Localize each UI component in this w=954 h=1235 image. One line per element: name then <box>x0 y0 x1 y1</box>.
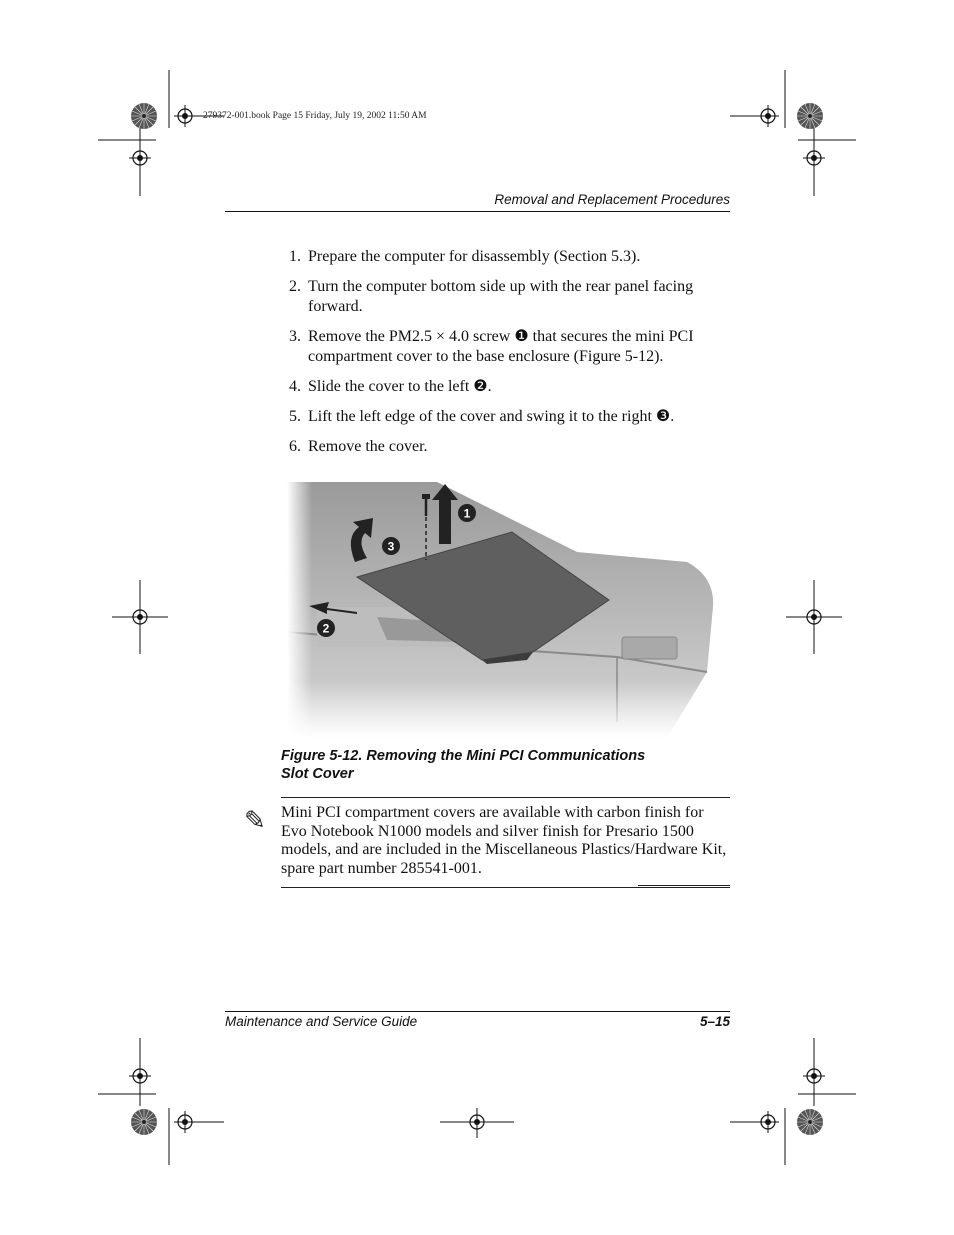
figure-mini-pci-cover-removal <box>287 482 717 738</box>
procedure-steps <box>289 247 734 467</box>
callout-1: 1 <box>463 506 471 521</box>
step-text: Remove the PM2.5 × 4.0 screw ❶ that secures the mini PCI compartment cover to the base enclosure (Figure 5-12). <box>308 328 694 365</box>
step-number: 6. <box>289 438 301 455</box>
caption-line-1: Figure 5-12. Removing the Mini PCI Communications <box>281 748 646 764</box>
pencil-note-icon: ✎ <box>244 806 266 836</box>
callout-3: 3 <box>387 539 395 554</box>
step-item <box>289 407 734 427</box>
note-text: Mini PCI compartment covers are available with carbon finish for Evo Notebook N1000 models and silver finish for Presario 1500 models, and are included in the Miscellaneous Plastics/Hardware Kit, spare part number 285541-001. <box>281 804 727 878</box>
step-text: Lift the left edge of the cover and swing it to the right ❸. <box>308 408 675 425</box>
step-number: 4. <box>289 378 301 395</box>
step-text: Slide the cover to the left ❷. <box>308 378 492 395</box>
print-job-info: 279372-001.book Page 15 Friday, July 19, 2002 11:50 AM <box>203 111 427 121</box>
footer-guide-title: Maintenance and Service Guide <box>225 1014 418 1029</box>
step-item <box>289 327 734 367</box>
running-header: Removal and Replacement Procedures <box>494 192 730 207</box>
step-number: 5. <box>289 408 301 425</box>
step-item <box>289 277 734 317</box>
footer-page-number: 5–15 <box>699 1014 730 1029</box>
step-number: 3. <box>289 328 301 345</box>
callout-2: 2 <box>322 621 330 636</box>
header-rule <box>225 211 730 212</box>
step-item <box>289 247 734 267</box>
step-item <box>289 437 734 457</box>
step-text: Remove the cover. <box>308 438 428 455</box>
step-text: Prepare the computer for disassembly (Section 5.3). <box>308 248 641 265</box>
note-bottom-rule <box>281 887 730 888</box>
footer-rule <box>225 1011 730 1012</box>
note-bottom-rule-accent <box>638 885 730 886</box>
step-text: Turn the computer bottom side up with the rear panel facing forward. <box>308 278 694 315</box>
note-top-rule <box>281 797 730 798</box>
figure-caption <box>281 747 701 783</box>
step-number: 1. <box>289 248 301 265</box>
step-number: 2. <box>289 278 301 295</box>
caption-line-2: Slot Cover <box>281 766 354 782</box>
step-item <box>289 377 734 397</box>
